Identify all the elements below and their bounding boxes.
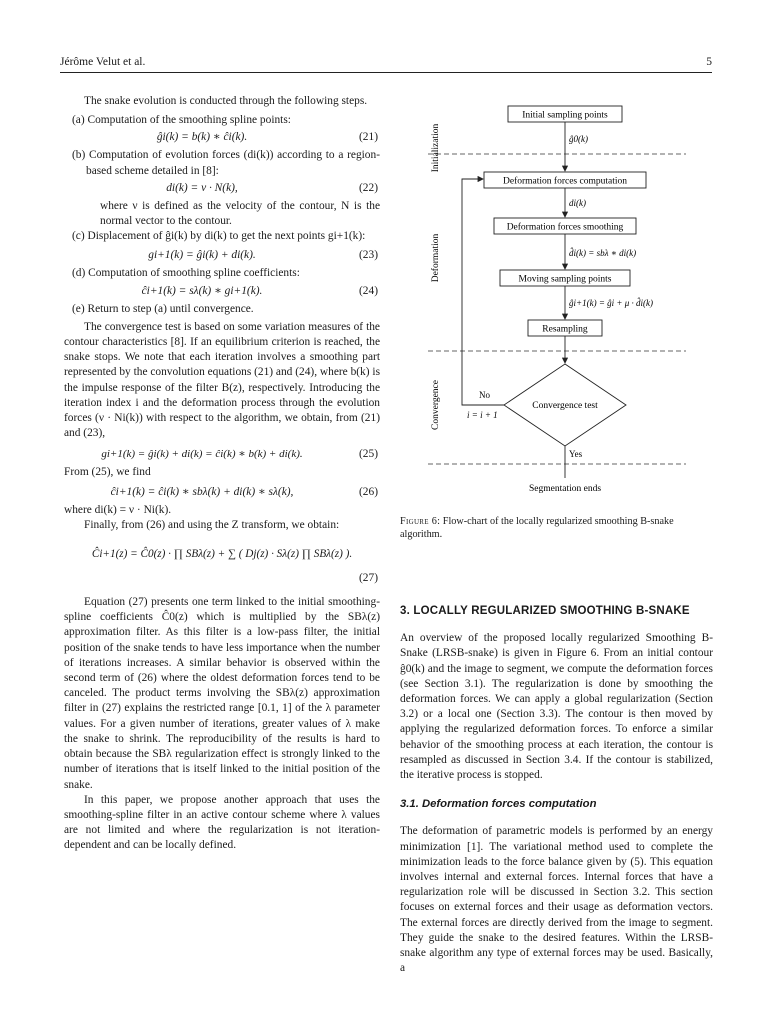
equation-21-number: (21) [359, 131, 378, 144]
header-rule [60, 72, 712, 73]
box-forces-smoothing-label: Deformation forces smoothing [506, 222, 624, 233]
running-header [60, 56, 712, 72]
where-di-text: where di(k) = ν · Ni(k). [64, 503, 172, 516]
step-c: (c) Displacement of ĝi(k) by di(k) to get the next points gi+1(k): [72, 230, 366, 243]
label-dhat: d̂i(k) = sbλ ∗ di(k) [569, 248, 637, 258]
equation-24-number: (24) [359, 284, 378, 297]
figure-6-caption-label: Figure 6: [400, 516, 441, 527]
stage-deformation-label: Deformation [431, 233, 441, 283]
equation-26-expr: ĉi+1(k) = ĉi(k) ∗ sbλ(k) + di(k) ∗ sλ(k), [110, 485, 294, 498]
where-velocity: where ν is defined as the velocity of the contour, N is the normal vector to the contour. [100, 199, 380, 228]
segmentation-ends-label: Segmentation ends [528, 484, 602, 494]
box-moving-sampling-label: Moving sampling points [518, 274, 612, 285]
box-forces-computation-label: Deformation forces computation [503, 176, 627, 187]
equation-21-expr: ĝi(k) = b(k) ∗ ĉi(k). [156, 131, 248, 144]
running-header-author: Jérôme Velut et al. [60, 56, 146, 68]
section-3-paragraph: An overview of the proposed locally regularized Smoothing B-Snake (LRSB-snake) is given in Figure 6. From an initial contour ĝ0(k) and the image to segment, we compute the deformation forces (see Section 3.1). The regularization is done by smoothing the deformation forces. We can apply a global regularization (Section 3.2) or a local one (Section 3.3). The contour is then moved by applying the regularized deformation forces. To enforce a similar behavior of the smoothing process at each iteration, the contour is resampled as discussed in Section 3.4. If the contour is stabilized, the iterative process is stopped. [400, 632, 713, 782]
label-no: No [479, 390, 490, 400]
stage-initialization-label: Initialization [431, 123, 441, 173]
step-e: (e) Return to step (a) until convergence. [72, 302, 254, 315]
figure-6-caption-text: Flow-chart of the locally regularized smoothing B-snake algorithm. [400, 516, 674, 540]
equation-27 [64, 533, 380, 589]
equation-23-expr: gi+1(k) = ĝi(k) + di(k). [148, 249, 256, 262]
equation-21 [64, 128, 380, 148]
equation-25 [64, 445, 380, 465]
flowchart-svg [400, 80, 720, 520]
box-initial-sampling-label: Initial sampling points [522, 110, 608, 121]
equation-23-number: (23) [359, 249, 378, 262]
equation-26-number: (26) [359, 485, 378, 498]
equation-25-expr: gi+1(k) = ĝi(k) + di(k) = ĉi(k) ∗ b(k) + di(k). [101, 448, 303, 461]
label-gnext: ĝi+1(k) = ĝi + μ · d̂i(k) [569, 298, 653, 308]
equation-24-expr: ĉi+1(k) = sλ(k) ∗ gi+1(k). [141, 284, 263, 297]
section-3-1-paragraph: The deformation of parametric models is performed by an energy minimization [1]. The variational method used to complete the minimization leads to the force balance given by (5). This equation involves internal and external forces. Internal forces that have a regularization role will be discussed in Section 3.2. This section focuses on external forces and their usage as deformation vectors. The external forces are directly derived from the image to segment. They guide the snake to the desired features. Within the LRSB-snake algorithm any type of external forces may be used. Basically, a [400, 825, 713, 975]
finally-text: Finally, from (26) and using the Z transform, we obtain: [84, 518, 340, 531]
equation-27-expr: Ĉi+1(z) = Ĉ0(z) · ∏ SBλ(z) + ∑ ( Dj(z) · Sλ(z) ∏ SBλ(z) ). [91, 548, 353, 561]
step-a: (a) Computation of the smoothing spline points: [72, 114, 291, 127]
equation-22 [64, 179, 380, 199]
equation-22-expr: di(k) = ν · N(k), [166, 181, 238, 194]
diamond-convergence-test-label: Convergence test [532, 401, 598, 411]
box-resampling-label: Resampling [542, 324, 588, 335]
equation-25-number: (25) [359, 448, 378, 461]
from-25-text: From (25), we find [64, 466, 151, 479]
label-di: di(k) [569, 198, 586, 208]
label-yes: Yes [569, 449, 583, 459]
proposal-paragraph: In this paper, we propose another approach that uses the smoothing-spline filter in an active contour scheme where λ values are not limited and where the regularization is not iteration-dependent and can be locally defined. [64, 793, 380, 852]
left-column [64, 94, 380, 854]
section-3-1-title: 3.1. Deformation forces computation [400, 798, 597, 811]
equation-27-discussion: Equation (27) presents one term linked to the initial smoothing-spline coefficients Ĉ0(z) which is multiplied by the SBλ(z) approximation filter. As this filter is a low-pass filter, the initial position of the snake tends to have less importance when the number of iterations increases. A similar behavior is observed within the second term of (26) where the oldest deformation forces tend to be canceled. The product terms involving the SBλ(z) approximation filter in (27) explains the restricted range [0.1, 1] of the λ parameter values. For a given number of iterations, greater values of λ make the snake to shrink. The reproducibility of the results is hard to obtain because the SBλ regularization effect is strongly linked to the number of iterations that is itself linked to the initial position of the snake. [64, 596, 380, 791]
convergence-paragraph: The convergence test is based on some variation measures of the contour characteristics [8]. If an equilibrium criterion is reached, the snake stops. We note that each iteration involves a smoothing part represented by the convolution equations (21) and (24), where b(k) is the impulse response of the filter B(z), respectively. Introducing the iteration index i and the deformation process through the evolution forces (ν · Ni(k)) with respect to the algorithm, we obtain, from (21) and (23), [64, 320, 380, 440]
equation-24 [64, 282, 380, 302]
equation-26 [64, 483, 380, 503]
intro-paragraph: The snake evolution is conducted through the following steps. [84, 95, 368, 107]
label-g0: ĝ0(k) [569, 134, 588, 144]
loop-no-branch [462, 179, 504, 405]
step-d: (d) Computation of smoothing spline coefficients: [72, 267, 300, 280]
stage-convergence-label: Convergence [431, 380, 441, 430]
page-number: 5 [706, 56, 712, 68]
figure-6-flowchart [400, 80, 720, 520]
section-3-title: 3. LOCALLY REGULARIZED SMOOTHING B-SNAKE [400, 605, 690, 617]
figure-6-caption [400, 515, 713, 541]
label-iteration: i = i + 1 [467, 410, 498, 420]
equation-23 [64, 246, 380, 266]
equation-27-number: (27) [359, 572, 378, 585]
right-column [400, 604, 713, 976]
step-b: (b) Computation of evolution forces (di(k)) according to a region-based scheme detailed in [8]: [72, 149, 380, 177]
equation-22-number: (22) [359, 181, 378, 194]
